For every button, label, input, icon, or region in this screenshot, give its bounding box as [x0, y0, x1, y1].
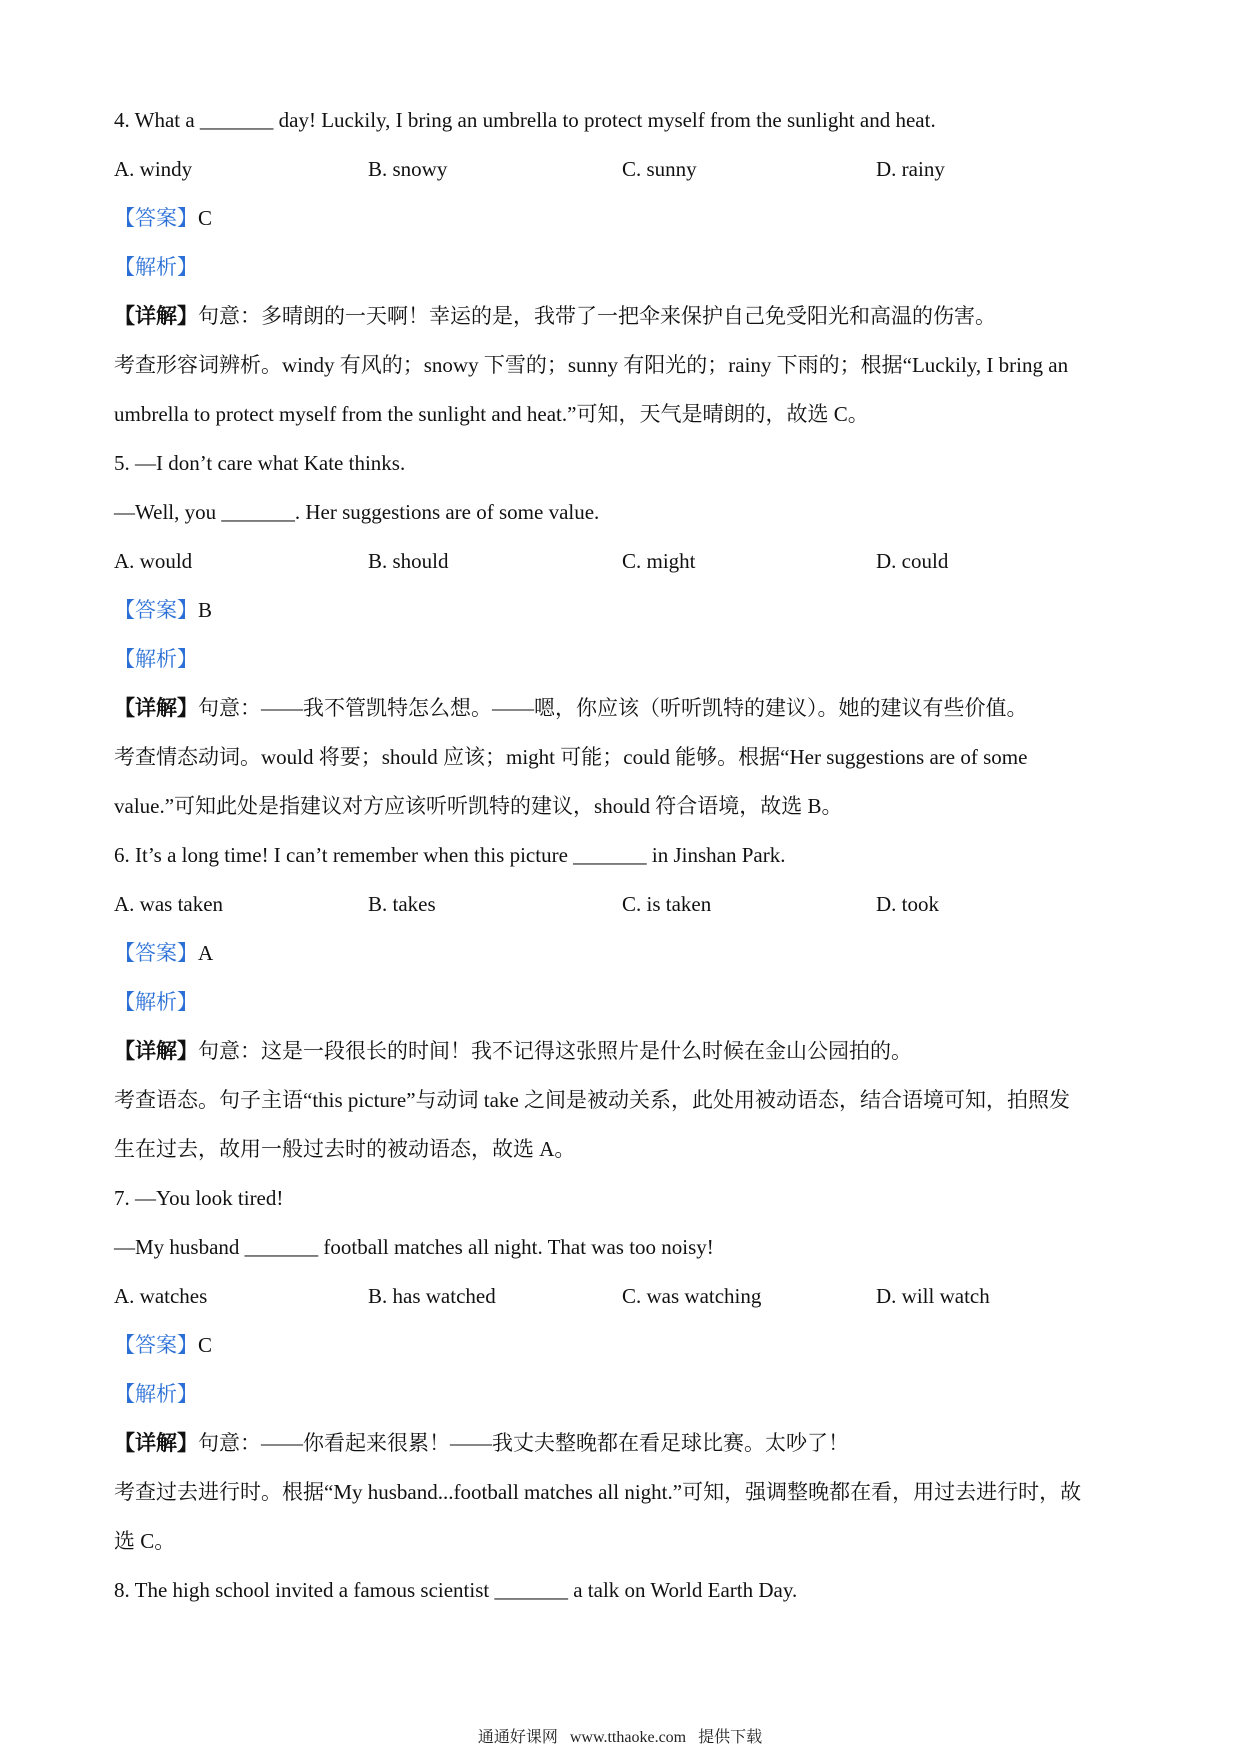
footer-site-name: 通通好课网 — [477, 1729, 558, 1746]
option-b: B. has watched — [368, 1284, 496, 1308]
detail-tag: 【详解】 — [114, 1431, 198, 1455]
explanation-line: value.”可知此处是指建议对方应该听听凯特的建议，should 符合语境，故选 B。 — [114, 794, 843, 818]
option-a: A. windy — [114, 157, 193, 181]
analysis-tag: 【解析】 — [114, 1382, 198, 1406]
question-4 — [114, 96, 1134, 439]
question-stem: —My husband _______ football matches all night. That was too noisy! — [114, 1235, 714, 1259]
option-d: D. could — [876, 549, 949, 573]
explanation-line: umbrella to protect myself from the sunlight and heat.”可知，天气是晴朗的，故选 C。 — [114, 402, 869, 426]
option-b: B. should — [368, 549, 449, 573]
question-8-stem: 8. The high school invited a famous scientist _______ a talk on World Earth Day. — [114, 1578, 798, 1602]
detail-text: 句意：——我不管凯特怎么想。——嗯，你应该（听听凯特的建议）。她的建议有些价值。 — [198, 696, 1028, 720]
question-stem: 5. —I don’t care what Kate thinks. — [114, 451, 406, 475]
analysis-tag: 【解析】 — [114, 990, 198, 1014]
option-a: A. would — [114, 549, 193, 573]
answer-tag: 【答案】 — [114, 1333, 198, 1357]
question-stem: 7. —You look tired! — [114, 1186, 284, 1210]
detail-text: 句意：多晴朗的一天啊！幸运的是，我带了一把伞来保护自己免受阳光和高温的伤害。 — [198, 304, 996, 328]
question-7 — [114, 1174, 1134, 1566]
footer-url[interactable]: www.tthaoke.com — [569, 1729, 687, 1746]
detail-line — [114, 292, 1134, 341]
detail-tag: 【详解】 — [114, 696, 198, 720]
detail-line — [114, 684, 1134, 733]
answer-tag: 【答案】 — [114, 598, 198, 622]
option-d: D. took — [876, 892, 939, 916]
answer-value: C — [198, 206, 213, 230]
option-b: B. snowy — [368, 157, 448, 181]
explanation-line: 选 C。 — [114, 1529, 176, 1553]
answer-value: A — [198, 941, 214, 965]
question-6 — [114, 831, 1134, 1174]
answer-line — [114, 929, 1134, 978]
option-c: C. might — [622, 549, 696, 573]
answer-line — [114, 1321, 1134, 1370]
analysis-tag: 【解析】 — [114, 255, 198, 279]
explanation-line: 考查语态。句子主语“this picture”与动词 take 之间是被动关系，此处用被动语态，结合语境可知，拍照发 — [114, 1088, 1071, 1112]
explanation-line: 考查情态动词。would 将要；should 应该；might 可能；could 能够。根据“Her suggestions are of some — [114, 745, 1028, 769]
option-a: A. was taken — [114, 892, 224, 916]
detail-text: 句意：——你看起来很累！——我丈夫整晚都在看足球比赛。太吵了！ — [198, 1431, 849, 1455]
analysis-tag: 【解析】 — [114, 647, 198, 671]
question-stem: 4. What a _______ day! Luckily, I bring an umbrella to protect myself from the sunlight and heat. — [114, 108, 936, 132]
footer-note: 提供下载 — [698, 1729, 763, 1746]
answer-tag: 【答案】 — [114, 206, 198, 230]
option-d: D. will watch — [876, 1284, 990, 1308]
option-row — [114, 1272, 1134, 1321]
answer-value: B — [198, 598, 213, 622]
option-row — [114, 145, 1134, 194]
option-a: A. watches — [114, 1284, 208, 1308]
option-b: B. takes — [368, 892, 436, 916]
answer-line — [114, 586, 1134, 635]
option-row — [114, 880, 1134, 929]
detail-tag: 【详解】 — [114, 1039, 198, 1063]
option-row — [114, 537, 1134, 586]
option-c: C. is taken — [622, 892, 712, 916]
detail-tag: 【详解】 — [114, 304, 198, 328]
option-c: C. was watching — [622, 1284, 762, 1308]
explanation-line: 考查过去进行时。根据“My husband...football matches all night.”可知，强调整晚都在看，用过去进行时，故 — [114, 1480, 1082, 1504]
question-stem: 6. It’s a long time! I can’t remember when this picture _______ in Jinshan Park. — [114, 843, 786, 867]
option-c: C. sunny — [622, 157, 697, 181]
question-5 — [114, 439, 1134, 831]
answer-line — [114, 194, 1134, 243]
explanation-line: 考查形容词辨析。windy 有风的；snowy 下雪的；sunny 有阳光的；rainy 下雨的；根据“Luckily, I bring an — [114, 353, 1069, 377]
answer-value: C — [198, 1333, 213, 1357]
option-d: D. rainy — [876, 157, 945, 181]
document-page — [114, 96, 1134, 1615]
explanation-line: 生在过去，故用一般过去时的被动语态，故选 A。 — [114, 1137, 576, 1161]
detail-text: 句意：这是一段很长的时间！我不记得这张照片是什么时候在金山公园拍的。 — [198, 1039, 912, 1063]
question-stem: —Well, you _______. Her suggestions are of some value. — [114, 500, 600, 524]
answer-tag: 【答案】 — [114, 941, 198, 965]
page-footer — [0, 1728, 1240, 1748]
detail-line — [114, 1027, 1134, 1076]
detail-line — [114, 1419, 1134, 1468]
